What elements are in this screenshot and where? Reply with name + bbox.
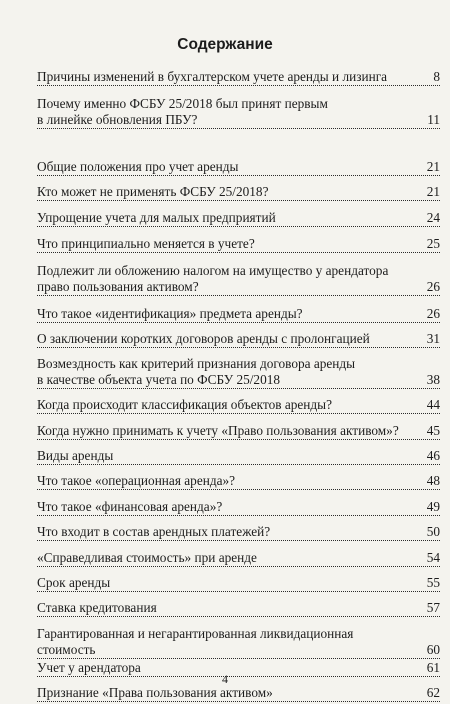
toc-entry[interactable] xyxy=(37,159,440,176)
toc-entry[interactable] xyxy=(37,473,440,490)
toc-entry[interactable] xyxy=(37,306,440,323)
toc-entry[interactable] xyxy=(37,626,440,659)
toc-entry-page: 62 xyxy=(426,685,440,700)
toc-entry-page: 55 xyxy=(426,575,440,590)
toc-entry-page: 46 xyxy=(426,448,440,463)
toc-entry-title: Что такое «финансовая аренда»? xyxy=(37,499,223,514)
toc-entry-page: 26 xyxy=(426,279,440,294)
toc-entry[interactable] xyxy=(37,184,440,201)
toc-entry[interactable] xyxy=(37,397,440,414)
toc-entry-page: 49 xyxy=(426,499,440,514)
toc-entry[interactable] xyxy=(37,356,440,389)
toc-entry-title: право пользования активом? xyxy=(37,279,199,294)
toc-entry[interactable] xyxy=(37,423,440,440)
toc-entry-page: 24 xyxy=(426,210,440,225)
toc-entry-page: 48 xyxy=(426,473,440,488)
toc-entry-page: 11 xyxy=(427,112,440,127)
toc-entry-page: 57 xyxy=(426,600,440,615)
toc-entry-page: 45 xyxy=(426,423,440,438)
toc-entry[interactable] xyxy=(37,331,440,348)
toc-entry-page: 54 xyxy=(426,550,440,565)
toc-entry-page: 21 xyxy=(426,184,440,199)
toc-entry[interactable] xyxy=(37,69,440,86)
toc-entry-title: Что такое «операционная аренда»? xyxy=(37,473,236,488)
toc-entry-title: в качестве объекта учета по ФСБУ 25/2018 xyxy=(37,372,281,387)
toc-entry-page: 38 xyxy=(426,372,440,387)
toc-entry-title: Возмездность как критерий признания договора аренды xyxy=(37,356,356,371)
toc-entry[interactable] xyxy=(37,96,440,129)
toc-entry-title: Виды аренды xyxy=(37,448,114,463)
toc-title: Содержание xyxy=(177,36,273,53)
toc-entry-title: Кто может не применять ФСБУ 25/2018? xyxy=(37,184,269,199)
toc-entry[interactable] xyxy=(37,600,440,617)
toc-entry-title: Почему именно ФСБУ 25/2018 был принят первым xyxy=(37,96,328,111)
toc-entry-title: «Справедливая стоимость» при аренде xyxy=(37,550,257,565)
toc-entry-title: Подлежит ли обложению налогом на имущество у арендатора xyxy=(37,263,389,278)
toc-entry-page: 50 xyxy=(426,524,440,539)
toc-entry-title: Когда происходит классификация объектов аренды? xyxy=(37,397,332,412)
toc-entry-title: Что такое «идентификация» предмета аренды? xyxy=(37,306,303,321)
toc-entry-title: в линейке обновления ПБУ? xyxy=(37,112,198,127)
toc-entry-page: 31 xyxy=(426,331,440,346)
toc-entry-title: Гарантированная и негарантированная ликвидационная xyxy=(37,626,354,641)
toc-entry[interactable] xyxy=(37,263,440,296)
toc-entry-title: Что входит в состав арендных платежей? xyxy=(37,524,271,539)
toc-entry-page: 26 xyxy=(426,306,440,321)
toc-entry-title: О заключении коротких договоров аренды с пролонгацией xyxy=(37,331,370,346)
toc-entry-page: 25 xyxy=(426,236,440,251)
page-number: 4 xyxy=(222,672,228,686)
toc-entry[interactable] xyxy=(37,524,440,541)
toc-entry-title: Общие положения про учет аренды xyxy=(37,159,239,174)
toc-entry[interactable] xyxy=(37,210,440,227)
toc-entry-title: Причины изменений в бухгалтерском учете аренды и лизинга xyxy=(37,69,388,84)
toc-entry-page: 21 xyxy=(426,159,440,174)
toc-entry-title: стоимость xyxy=(37,642,96,657)
toc-entry[interactable] xyxy=(37,448,440,465)
toc-entry-title: Ставка кредитования xyxy=(37,600,157,615)
toc-entry-title: Признание «Права пользования активом» xyxy=(37,685,273,700)
toc-entry-title: Срок аренды xyxy=(37,575,111,590)
toc-entry-page: 8 xyxy=(433,69,440,84)
toc-entry-title: Упрощение учета для малых предприятий xyxy=(37,210,276,225)
toc-entry-title: Когда нужно принимать к учету «Право пользования активом»? xyxy=(37,423,399,438)
toc-entry[interactable] xyxy=(37,236,440,253)
toc-entry[interactable] xyxy=(37,575,440,592)
toc-entry-title: Что принципиально меняется в учете? xyxy=(37,236,255,251)
toc-entry[interactable] xyxy=(37,550,440,567)
toc-entry[interactable] xyxy=(37,685,440,702)
toc-entry[interactable] xyxy=(37,499,440,516)
toc-entry-title: Учет у арендатора xyxy=(37,660,141,675)
toc-entry-page: 44 xyxy=(426,397,440,412)
toc-entry-page: 60 xyxy=(426,642,440,657)
toc-entry-page: 61 xyxy=(426,660,440,675)
